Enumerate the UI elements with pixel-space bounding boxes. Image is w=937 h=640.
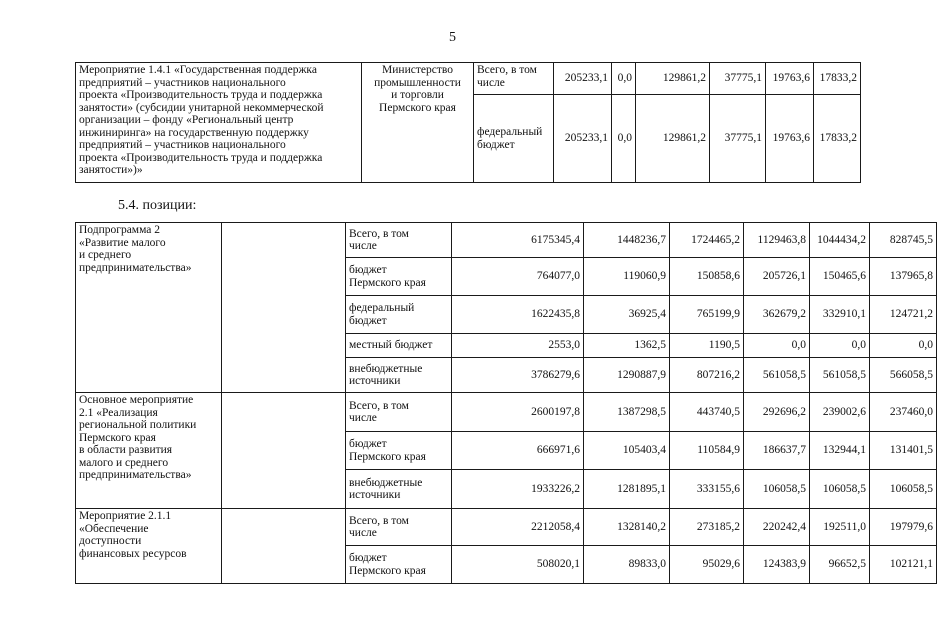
amount-cell: 2600197,8 [452,393,584,432]
program-name-text: Основное мероприятие 2.1 «Реализация региональной политики Пермского края в области развития малого и среднего предпринимательства» [79,394,197,481]
amount-cell: 36925,4 [584,296,670,334]
amount-cell: 19763,6 [766,95,814,183]
responsible-agency [362,63,474,183]
amount-cell: 131401,5 [870,432,937,470]
amount-cell: 561058,5 [810,358,870,393]
amount-cell: 443740,5 [670,393,744,432]
funding-source-text: бюджет Пермского края [349,552,426,577]
amount-cell: 1190,5 [670,334,744,358]
amount-cell: 333155,6 [670,470,744,509]
amount-cell: 137965,8 [870,258,937,296]
amount-cell: 19763,6 [766,63,814,95]
amount-cell: 95029,6 [670,546,744,584]
amount-cell: 332910,1 [810,296,870,334]
amount-cell: 106058,5 [744,470,810,509]
amount-cell: 124721,2 [870,296,937,334]
table-row [76,509,937,546]
amount-cell: 106058,5 [870,470,937,509]
program-name [76,223,222,393]
table-row [76,223,937,258]
funding-source [346,546,452,584]
funding-source [346,258,452,296]
funding-source-text: внебюджетные источники [349,476,423,501]
funding-source [346,223,452,258]
funding-source-text: Всего, в том числе [349,227,409,252]
amount-cell: 1724465,2 [670,223,744,258]
amount-cell: 1933226,2 [452,470,584,509]
amount-cell: 132944,1 [810,432,870,470]
amount-cell: 666971,6 [452,432,584,470]
amount-cell: 3786279,6 [452,358,584,393]
measure-description-text: Мероприятие 1.4.1 «Государственная поддержка предприятий – участников национального проекта «Производительность труда и поддержка занятости» (субсидии унитарной некоммерческой организации – фонду «Региональный центр инжиниринга» на государственную поддержку предприятий – участников национального проекта «Производительность труда и поддержка занятости»)» [79,64,324,176]
program-name [76,509,222,584]
amount-cell: 150465,6 [810,258,870,296]
program-name-text: Мероприятие 2.1.1 «Обеспечение доступности финансовых ресурсов [79,510,187,560]
funding-source [474,63,554,95]
funding-source-text: федеральный бюджет [477,126,543,151]
amount-cell: 0,0 [612,95,636,183]
funding-source [346,296,452,334]
amount-cell: 1387298,5 [584,393,670,432]
table-row [76,63,861,95]
funding-source [346,358,452,393]
program-name-text: Подпрограмма 2 «Развитие малого и среднего предпринимательства» [79,224,192,274]
amount-cell: 197979,6 [870,509,937,546]
amount-cell: 119060,9 [584,258,670,296]
amount-cell: 106058,5 [810,470,870,509]
amount-cell: 205233,1 [554,95,612,183]
funding-source-text: бюджет Пермского края [349,264,426,289]
page-number: 5 [449,30,456,45]
amount-cell: 37775,1 [710,63,766,95]
measure-description [76,63,362,183]
amount-cell: 0,0 [744,334,810,358]
amount-cell: 96652,5 [810,546,870,584]
amount-cell: 129861,2 [636,95,710,183]
amount-cell: 102121,1 [870,546,937,584]
amount-cell: 1129463,8 [744,223,810,258]
amount-cell: 186637,7 [744,432,810,470]
amount-cell: 1448236,7 [584,223,670,258]
amount-cell: 1328140,2 [584,509,670,546]
funding-source [474,95,554,183]
table-row [76,393,937,432]
amount-cell: 1044434,2 [810,223,870,258]
funding-source-text: Всего, в том числе [349,514,409,539]
responsible-agency [222,509,346,584]
funding-source-text: Всего, в том числе [349,399,409,424]
amount-cell: 2553,0 [452,334,584,358]
amount-cell: 129861,2 [636,63,710,95]
funding-source-text: бюджет Пермского края [349,438,426,463]
amount-cell: 765199,9 [670,296,744,334]
funding-source-text: Всего, в том числе [477,64,537,89]
amount-cell: 828745,5 [870,223,937,258]
amount-cell: 237460,0 [870,393,937,432]
table-subprogram-2 [75,222,937,584]
amount-cell: 205233,1 [554,63,612,95]
amount-cell: 566058,5 [870,358,937,393]
amount-cell: 150858,6 [670,258,744,296]
responsible-agency-text: Министерство промышленности и торговли Пермского края [374,64,461,114]
funding-source [346,509,452,546]
amount-cell: 273185,2 [670,509,744,546]
funding-source-text: федеральный бюджет [349,302,415,327]
amount-cell: 561058,5 [744,358,810,393]
amount-cell: 1281895,1 [584,470,670,509]
responsible-agency [222,393,346,509]
amount-cell: 0,0 [810,334,870,358]
amount-cell: 508020,1 [452,546,584,584]
amount-cell: 105403,4 [584,432,670,470]
responsible-agency [222,223,346,393]
amount-cell: 362679,2 [744,296,810,334]
funding-source [346,393,452,432]
amount-cell: 807216,2 [670,358,744,393]
program-name [76,393,222,509]
amount-cell: 110584,9 [670,432,744,470]
amount-cell: 220242,4 [744,509,810,546]
funding-source [346,432,452,470]
amount-cell: 2212058,4 [452,509,584,546]
amount-cell: 0,0 [612,63,636,95]
amount-cell: 205726,1 [744,258,810,296]
amount-cell: 1622435,8 [452,296,584,334]
funding-source [346,334,452,358]
funding-source-text: внебюджетные источники [349,362,423,387]
amount-cell: 17833,2 [814,63,861,95]
funding-source [346,470,452,509]
amount-cell: 239002,6 [810,393,870,432]
amount-cell: 1290887,9 [584,358,670,393]
amount-cell: 764077,0 [452,258,584,296]
amount-cell: 124383,9 [744,546,810,584]
funding-source-text: местный бюджет [349,339,433,352]
table-measure-1-4-1 [75,62,861,183]
amount-cell: 17833,2 [814,95,861,183]
amount-cell: 1362,5 [584,334,670,358]
amount-cell: 37775,1 [710,95,766,183]
amount-cell: 192511,0 [810,509,870,546]
amount-cell: 292696,2 [744,393,810,432]
amount-cell: 0,0 [870,334,937,358]
section-title: 5.4. позиции: [118,198,197,213]
amount-cell: 6175345,4 [452,223,584,258]
amount-cell: 89833,0 [584,546,670,584]
